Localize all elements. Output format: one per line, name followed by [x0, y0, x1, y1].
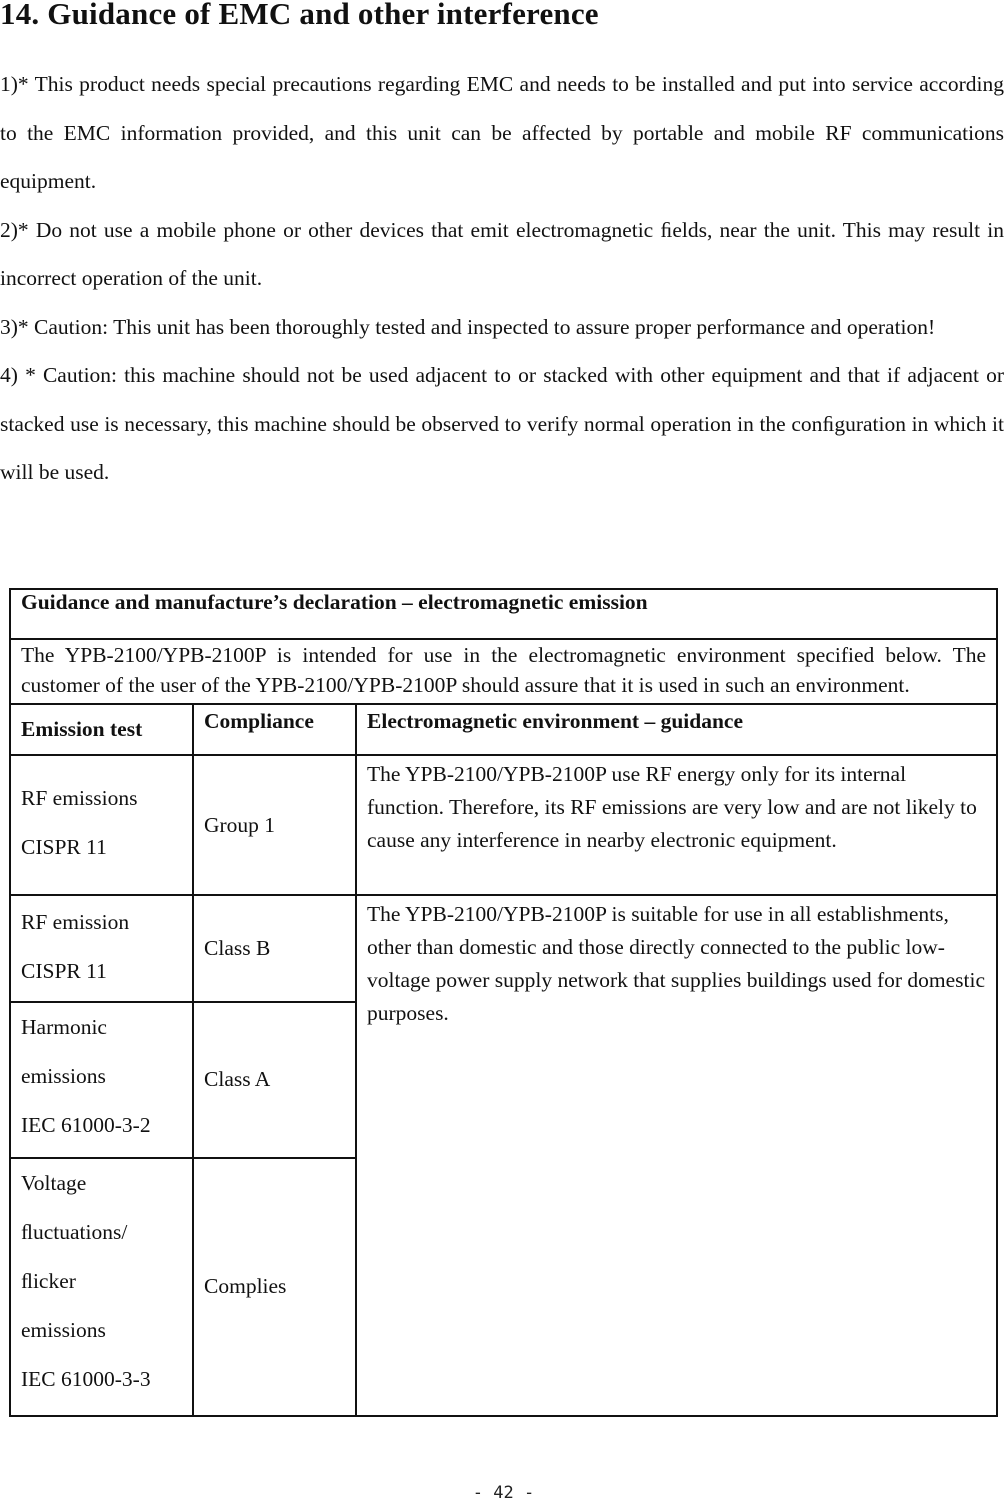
paragraph-2: 2)* Do not use a mobile phone or other devices that emit electromagnetic ﬁelds, near the unit. This may result in incorrect operation of the unit. [0, 217, 1004, 290]
compliance-cell: Class A [193, 1002, 356, 1158]
page-number: - 42 - [472, 1483, 535, 1503]
paragraph-1: 1)* This product needs special precautions regarding EMC and needs to be installed and put into service according to the EMC information provided, and this unit can be affected by portable and mobile RF communications equipment. [0, 72, 1004, 193]
test-line: CISPR 11 [21, 959, 107, 984]
test-line: IEC 61000-3-2 [21, 1112, 151, 1137]
compliance-cell: Class B [193, 895, 356, 1002]
guidance-cell: The YPB-2100/YPB-2100P use RF energy only for its internal function. Therefore, its RF emissions are very low and are not likely to cause any interference in nearby electronic equipment. [356, 755, 997, 895]
test-line: Harmonic [21, 1014, 107, 1039]
table-row [10, 755, 997, 895]
test-line: CISPR 11 [21, 835, 107, 860]
paragraph-3: 3)* Caution: This unit has been thoroughly tested and inspected to assure proper performance and operation! [0, 314, 936, 339]
test-line: RF emission [21, 910, 130, 935]
section-heading: 14. Guidance of EMC and other interference [0, 0, 599, 31]
intro-paragraphs [0, 60, 1004, 497]
compliance-cell: Group 1 [193, 755, 356, 895]
header-guidance: Electromagnetic environment – guidance [356, 704, 997, 755]
table-intro-row [10, 639, 997, 704]
table-row [10, 895, 997, 1002]
paragraph-4: 4) * Caution: this machine should not be used adjacent to or stacked with other equipment and that if adjacent or stacked use is necessary, this machine should be observed to verify normal operation in the conﬁguration in which it will be used. [0, 363, 1004, 484]
header-compliance: Compliance [193, 704, 356, 755]
test-line: RF emissions [21, 786, 138, 811]
emission-test-cell [10, 1158, 193, 1416]
table-title: Guidance and manufacture’s declaration – electromagnetic emission [10, 589, 997, 639]
emc-emission-table [9, 588, 998, 1417]
header-emission-test: Emission test [10, 704, 193, 755]
test-line: Voltage [21, 1170, 87, 1195]
emission-test-cell [10, 755, 193, 895]
test-line: emissions [21, 1317, 106, 1342]
emission-test-cell [10, 1002, 193, 1158]
test-line: ﬂuctuations/ [21, 1219, 128, 1244]
test-line: emissions [21, 1063, 106, 1088]
test-line: ﬂicker [21, 1268, 76, 1293]
table-intro: The YPB-2100/YPB-2100P is intended for use in the electromagnetic environment specified below. The customer of the user of the YPB-2100/YPB-2100P should assure that it is used in such an environment. [10, 639, 997, 704]
compliance-cell: Complies [193, 1158, 356, 1416]
emission-test-cell [10, 895, 193, 1002]
guidance-cell: The YPB-2100/YPB-2100P is suitable for use in all establishments, other than domestic and those directly connected to the public low-voltage power supply network that supplies buildings used for domestic purposes. [356, 895, 997, 1416]
table-title-row [10, 589, 997, 639]
table-header-row [10, 704, 997, 755]
test-line: IEC 61000-3-3 [21, 1366, 151, 1391]
